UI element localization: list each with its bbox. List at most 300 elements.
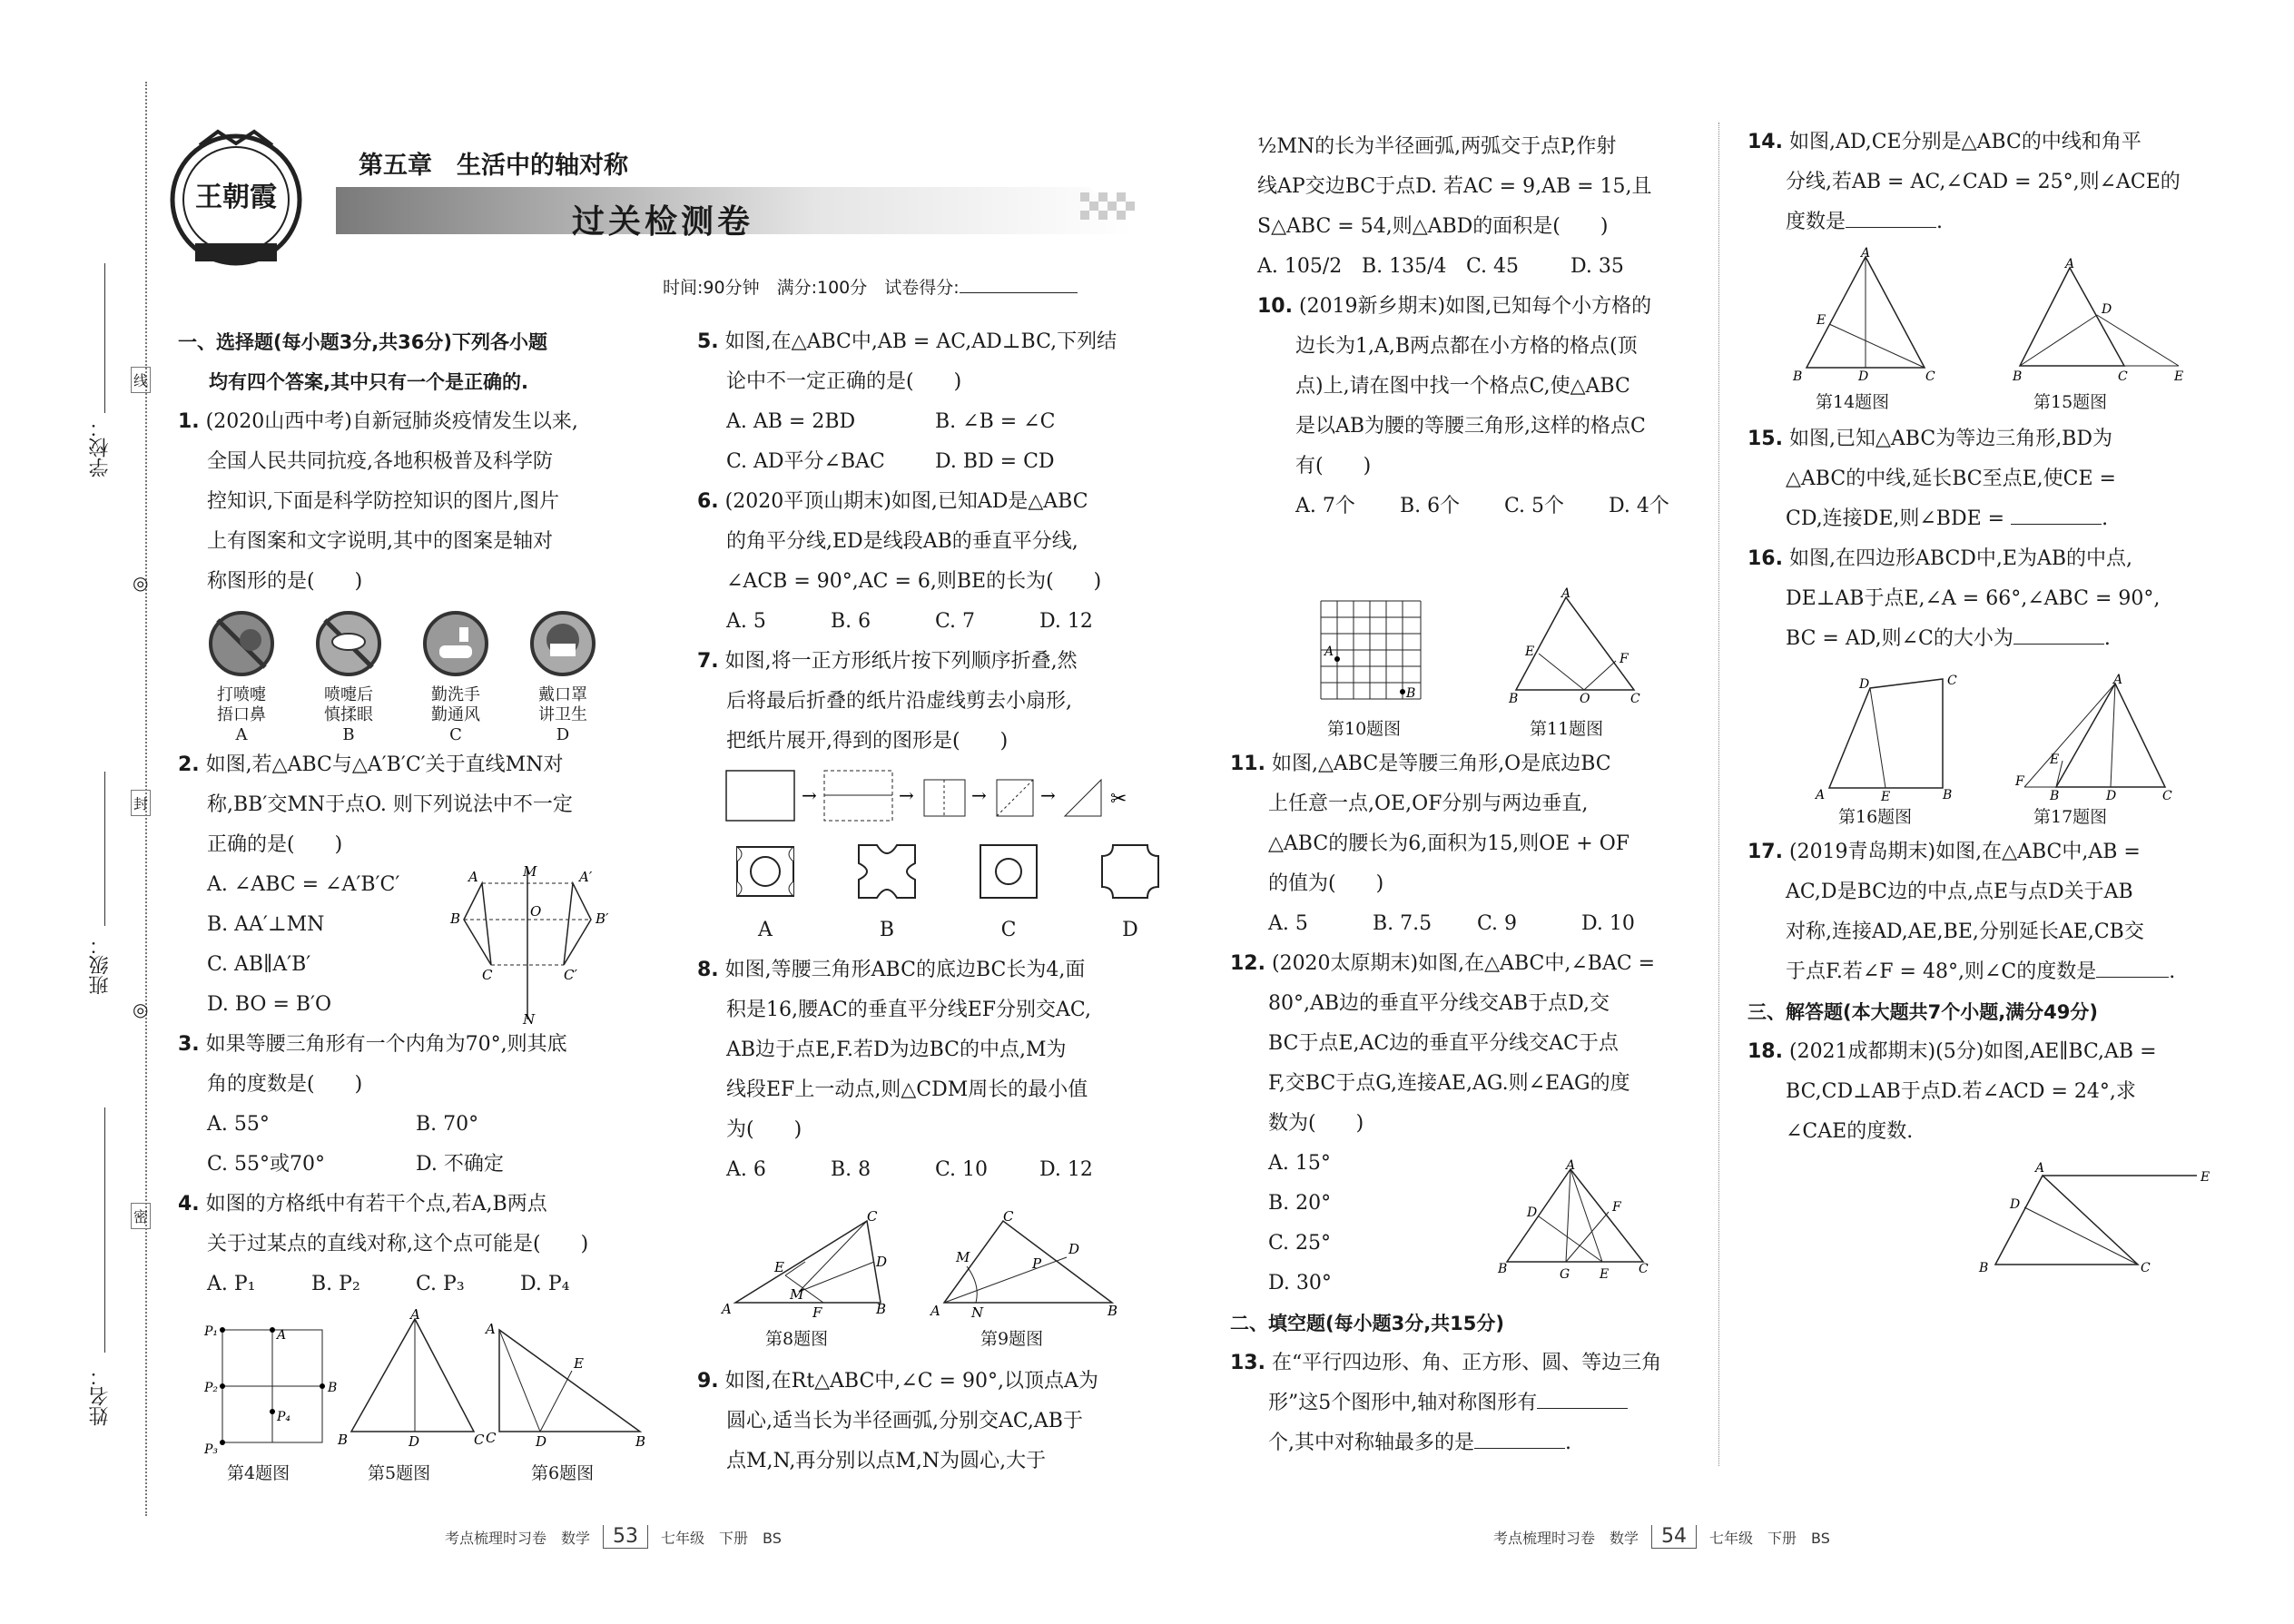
hand-wash-icon [419, 607, 492, 680]
q4-option-c[interactable]: C. P₃ [416, 1273, 465, 1295]
q5-line: 如图,在△ABC中,AB = AC,AD⊥BC,下列结 [724, 330, 1117, 353]
fig6-caption: 第6题图 [531, 1463, 595, 1483]
q2-figure [450, 863, 623, 1028]
q3-options-row2 [178, 1145, 641, 1185]
svg-text:B: B [876, 1301, 887, 1317]
svg-text:B: B [635, 1433, 646, 1450]
q3-number: 3. [178, 1033, 200, 1056]
svg-text:F: F [1620, 652, 1629, 666]
svg-text:E: E [2174, 369, 2184, 384]
q9-option-d[interactable]: D. 35 [1570, 255, 1624, 278]
svg-text:E: E [1881, 790, 1891, 804]
q13-answer-1[interactable] [1537, 1408, 1628, 1409]
q2-option-c[interactable]: C. AB∥A′B′ [207, 953, 311, 976]
q1-icon-text: 喷嚏后 [324, 685, 373, 704]
q8-option-c[interactable]: C. 10 [935, 1158, 989, 1181]
q17-line: 于点F.若∠F = 48°,则∠C的度数是 [1786, 960, 2097, 983]
q3-line: 角的度数是( ) [207, 1073, 363, 1096]
q1-icons [178, 607, 641, 745]
q1-option-c[interactable] [419, 607, 492, 745]
fig16 [1816, 672, 1970, 804]
q9-line: 点M,N,再分别以点M,N为圆心,大于 [726, 1450, 1047, 1472]
svg-text:C: C [1947, 674, 1957, 688]
q16-answer[interactable] [2013, 644, 2104, 645]
q5-option-d[interactable]: D. BD = CD [935, 450, 1055, 473]
q2-option-d[interactable]: D. BO = B′O [207, 993, 332, 1016]
footer-book: 考点梳理时习卷 数学 [445, 1529, 591, 1547]
q1-icon-text: 讲卫生 [538, 705, 587, 724]
svg-text:B: B [450, 910, 461, 927]
svg-text:P: P [1032, 1255, 1042, 1272]
q6-number: 6. [697, 490, 719, 513]
column-3 [1257, 127, 1711, 527]
q1-option-a[interactable] [205, 607, 278, 745]
svg-text:B: B [338, 1432, 349, 1448]
q1-line: (2020山西中考)自新冠肺炎疫情发生以来, [205, 410, 578, 433]
q9-option-b[interactable]: B. 135/4 [1362, 255, 1447, 278]
q4-line: 关于过某点的直线对称,这个点可能是( ) [207, 1233, 589, 1255]
q1-icon-text: 打喷嚏 [217, 685, 266, 704]
q2-line: 正确的是( ) [207, 833, 343, 856]
q7-option-b[interactable] [850, 836, 924, 950]
svg-text:D: D [536, 1433, 547, 1450]
fig9 [930, 1208, 1130, 1321]
q7-label: C [1000, 919, 1017, 941]
fig14-caption: 第14题图 [1816, 392, 1890, 412]
question-18 [1748, 1032, 2242, 1152]
q1-line: 控知识,下面是科学防控知识的图片,图片 [207, 490, 559, 513]
q10-number: 10. [1257, 295, 1293, 318]
question-9 [697, 1362, 1169, 1481]
q2-line: 称,BB′交MN于点O. 则下列说法中不一定 [207, 793, 573, 816]
q12-option-d[interactable]: D. 30° [1268, 1272, 1332, 1294]
q5-options-row1 [697, 402, 1169, 442]
svg-text:M: M [790, 1286, 804, 1303]
svg-text:B: B [1979, 1261, 1989, 1275]
section-1-line-1: 一、选择题(每小题3分,共36分)下列各小题 [178, 331, 548, 353]
column-1 [178, 322, 641, 1304]
svg-text:A: A [2065, 257, 2075, 271]
q5-number: 5. [697, 330, 719, 353]
q4-line: 如图的方格纸中有若干个点,若A,B两点 [205, 1193, 547, 1216]
q8-line: 积是16,腰AC的垂直平分线EF分别交AC, [726, 999, 1091, 1021]
q10-line: (2019新乡期末)如图,已知每个小方格的 [1298, 295, 1652, 318]
q1-icon-letter: B [342, 725, 355, 744]
footer-grade: 七年级 下册 BS [661, 1529, 782, 1547]
question-2 [178, 745, 641, 865]
q12-line: BC于点E,AC边的垂直平分线交AC于点 [1268, 1032, 1619, 1055]
fig17-caption: 第17题图 [2033, 807, 2108, 827]
q4-option-d[interactable]: D. P₄ [520, 1273, 570, 1295]
svg-text:P₁: P₁ [204, 1324, 219, 1339]
q18-line: (2021成都期末)(5分)如图,AE∥BC,AB = [1788, 1040, 2157, 1063]
q15-answer[interactable] [2011, 524, 2102, 525]
svg-text:A: A [468, 869, 478, 885]
q8-option-b[interactable]: B. 8 [831, 1158, 871, 1181]
section-2-heading: 二、填空题(每小题3分,共15分) [1230, 1313, 1505, 1334]
svg-text:N: N [523, 1011, 536, 1028]
question-5 [697, 322, 1169, 402]
column-divider [1718, 123, 1719, 1466]
svg-text:P₄: P₄ [277, 1410, 291, 1424]
q13-number: 13. [1230, 1352, 1265, 1374]
svg-text:B: B [2013, 369, 2023, 384]
question-16: 16. 如图,在四边形ABCD中,E为AB的中点, DE⊥AB于点E,∠A = 66°,∠ABC = 90°, BC = AD,则∠C的大小为 . [1748, 539, 2238, 659]
svg-text:B: B [328, 1381, 338, 1395]
footer-book: 考点梳理时习卷 数学 [1493, 1529, 1639, 1547]
binding-mark-line: 线 [131, 367, 151, 393]
q5-options-row2 [697, 442, 1169, 482]
question-11 [1230, 744, 1720, 904]
section-1-line-2: 均有四个答案,其中只有一个是正确的. [209, 371, 528, 393]
svg-text:O: O [530, 903, 542, 920]
fig16-caption: 第16题图 [1838, 807, 1913, 827]
q8-number: 8. [697, 959, 719, 981]
q1-number: 1. [178, 410, 200, 433]
logo-text: 王朝霞 [195, 182, 277, 213]
svg-text:A: A [1566, 1158, 1576, 1173]
q12-line: 数为( ) [1268, 1112, 1364, 1135]
question-1 [178, 402, 641, 602]
svg-text:B′: B′ [596, 910, 609, 927]
q4-option-a[interactable]: A. P₁ [207, 1273, 256, 1295]
q9-continued [1257, 127, 1711, 247]
q6-option-b[interactable]: B. 6 [831, 610, 871, 633]
q13-line: 在“平行四边形、角、正方形、圆、等边三角 [1271, 1352, 1662, 1374]
q10-option-a[interactable]: A. 7个 [1295, 495, 1355, 517]
section-3-heading: 三、解答题(本大题共7个小题,满分49分) [1748, 1001, 2099, 1023]
q9-line: ½MN的长为半径画弧,两弧交于点P,作射 [1257, 135, 1617, 158]
q7-label: B [879, 919, 895, 941]
q18-line: ∠CAE的度数. [1786, 1120, 1914, 1143]
q17-number: 17. [1748, 841, 1783, 863]
svg-text:E: E [2200, 1170, 2210, 1185]
q15-line: 如图,已知△ABC为等边三角形,BD为 [1788, 428, 2112, 450]
q13-line: 个,其中对称轴最多的是 [1268, 1432, 1474, 1454]
q3-line: 如果等腰三角形有一个内角为70°,则其底 [205, 1033, 567, 1056]
q1-icon-letter: A [235, 725, 248, 744]
svg-text:G: G [1560, 1267, 1570, 1282]
q15-number: 15. [1748, 428, 1783, 450]
footer-grade: 七年级 下册 BS [1709, 1529, 1830, 1547]
svg-text:C: C [2162, 789, 2172, 803]
question-8 [697, 950, 1169, 1150]
svg-text:C: C [482, 967, 493, 983]
q10-line: 点)上,请在图中找一个格点C,使△ABC [1295, 375, 1630, 398]
svg-text:D: D [876, 1254, 888, 1270]
svg-text:B: B [1509, 692, 1519, 706]
q10-option-d[interactable]: D. 4个 [1609, 495, 1669, 517]
fig5 [338, 1306, 485, 1450]
svg-text:C: C [1003, 1208, 1014, 1225]
q6-option-c[interactable]: C. 7 [935, 610, 976, 633]
svg-text:C: C [2118, 369, 2128, 384]
q12-option-b[interactable]: B. 20° [1268, 1192, 1332, 1215]
q4-options [178, 1265, 641, 1304]
fig8-caption: 第8题图 [765, 1329, 829, 1349]
q16-line: DE⊥AB于点E,∠A = 66°,∠ABC = 90°, [1786, 587, 2161, 610]
q10-line: 是以AB为腰的等腰三角形,这样的格点C [1295, 415, 1646, 438]
footer-left [445, 1525, 782, 1549]
svg-text:A: A [2113, 673, 2123, 687]
q8-line: 为( ) [726, 1118, 802, 1141]
column-4 [1748, 123, 2238, 242]
svg-text:F: F [1612, 1200, 1621, 1215]
footer-right [1493, 1525, 1830, 1549]
q1-line: 称图形的是( ) [207, 570, 363, 593]
q16-number: 16. [1748, 547, 1783, 570]
q7-line: 后将最后折叠的纸片沿虚线剪去小扇形, [726, 690, 1072, 713]
q3-options-row1 [178, 1105, 641, 1145]
q18-line: BC,CD⊥AB于点D.若∠ACD = 24°,求 [1786, 1080, 2136, 1103]
svg-text:D: D [1858, 369, 1869, 384]
q6-line: 的角平分线,ED是线段AB的垂直平分线, [726, 530, 1078, 553]
svg-text:P₃: P₃ [204, 1442, 219, 1457]
name-label: 姓名： [89, 1366, 112, 1426]
svg-text:A: A [722, 1301, 732, 1317]
svg-text:E: E [1816, 313, 1826, 328]
sneeze-icon [205, 607, 278, 680]
svg-text:M: M [523, 863, 537, 880]
q13-line: 形”这5个图形中,轴对称图形有 [1268, 1392, 1538, 1414]
section-1-heading [178, 322, 641, 402]
q7-option-d[interactable] [1093, 836, 1167, 950]
q9-line: 如图,在Rt△ABC中,∠C = 90°,以顶点A为 [724, 1370, 1098, 1393]
svg-text:P₂: P₂ [204, 1381, 219, 1395]
svg-text:A: A [930, 1303, 940, 1319]
svg-text:A: A [486, 1321, 496, 1337]
q10-line: 边长为1,A,B两点都在小方格的格点(顶 [1295, 335, 1638, 358]
question-6 [697, 482, 1169, 602]
q8-option-a[interactable]: A. 6 [726, 1158, 766, 1181]
q2-line: 如图,若△ABC与△A′B′C′关于直线MN对 [205, 753, 564, 776]
fig5-caption: 第5题图 [368, 1463, 431, 1483]
chapter-title: 第五章 生活中的轴对称 [359, 152, 628, 180]
q15-line: △ABC的中线,延长BC至点E,使CE = [1786, 468, 2116, 490]
q4-number: 4. [178, 1193, 200, 1216]
question-15: 15. 如图,已知△ABC为等边三角形,BD为 △ABC的中线,延长BC至点E,使CE = CD,连接DE,则∠BDE = . [1748, 419, 2238, 539]
mask-icon [527, 607, 599, 680]
q17-line: (2019青岛期末)如图,在△ABC中,AB = [1788, 841, 2141, 863]
binding-mark-icon: ◎ [133, 572, 149, 594]
svg-text:E: E [1525, 645, 1535, 659]
q11-line: 上任意一点,OE,OF分别与两边垂直, [1268, 792, 1589, 815]
q6-option-a[interactable]: A. 5 [726, 610, 766, 633]
svg-text:D: D [2010, 1197, 2021, 1212]
q9-option-a[interactable]: A. 105/2 [1257, 255, 1343, 278]
fig18 [1979, 1157, 2224, 1284]
scissors-icon: ✂ [1110, 788, 1127, 811]
q14-answer[interactable] [1846, 227, 1936, 228]
svg-text:C: C [486, 1430, 497, 1446]
q7-option-a[interactable] [728, 836, 802, 950]
exam-info-text: 时间:90分钟 满分:100分 试卷得分: [663, 278, 960, 298]
q10-line: 有( ) [1295, 455, 1372, 477]
page-number: 54 [1651, 1525, 1697, 1549]
svg-text:E: E [1600, 1267, 1610, 1282]
q1-icon-text: 勤洗手 [431, 685, 480, 704]
binding-mark-secret: 密 [131, 1203, 151, 1229]
svg-text:C: C [1925, 369, 1935, 384]
name-blank[interactable] [104, 1107, 105, 1353]
binding-mark-icon-2: ◎ [133, 999, 149, 1020]
q1-line: 上有图案和文字说明,其中的图案是轴对 [207, 530, 553, 553]
svg-text:A: A [2035, 1161, 2045, 1176]
svg-text:F: F [812, 1304, 822, 1321]
fig9-caption: 第9题图 [980, 1329, 1044, 1349]
q12-option-c[interactable]: C. 25° [1268, 1232, 1332, 1255]
q11-option-b[interactable]: B. 7.5 [1373, 912, 1433, 935]
svg-text:C: C [474, 1432, 485, 1448]
svg-text:B: B [2050, 789, 2060, 803]
q9-line: 线AP交边BC于点D. 若AC = 9,AB = 15,且 [1257, 175, 1652, 198]
q7-line: 如图,将一正方形纸片按下列顺序折叠,然 [724, 650, 1078, 673]
exam-info [663, 274, 1078, 299]
svg-text:D: D [409, 1433, 420, 1450]
q4-option-b[interactable]: B. P₂ [311, 1273, 360, 1295]
svg-text:D: D [1859, 677, 1870, 692]
question-4 [178, 1185, 641, 1265]
fig14 [1793, 246, 1938, 384]
q7-fold-sequence [697, 762, 1169, 825]
q14-line: 如图,AD,CE分别是△ABC的中线和角平 [1788, 131, 2141, 153]
svg-text:A: A [1816, 788, 1826, 802]
q1-option-d[interactable] [527, 607, 599, 745]
q1-line: 全国人民共同抗疫,各地积极普及科学防 [207, 450, 553, 473]
svg-text:D: D [1068, 1241, 1080, 1257]
binding-mark-seal: 封 [131, 790, 151, 816]
q16-line: BC = AD,则∠C的大小为 [1786, 627, 2013, 650]
q9-options [1257, 247, 1711, 287]
q1-icon-text: 勤通风 [431, 705, 480, 724]
q9-line: S△ABC = 54,则△ABD的面积是( ) [1257, 215, 1609, 238]
column-4-mid [1748, 419, 2238, 659]
q11-option-a[interactable]: A. 5 [1268, 912, 1308, 935]
svg-text:F: F [2015, 774, 2024, 789]
q8-line: 如图,等腰三角形ABC的底边BC长为4,面 [724, 959, 1086, 981]
q7-shape-a [728, 836, 802, 907]
q6-option-d[interactable]: D. 12 [1039, 610, 1093, 633]
question-14: 14. 如图,AD,CE分别是△ABC的中线和角平 分线,若AB = AC,∠CAD = 25°,则∠ACE的 度数是 . [1748, 123, 2238, 242]
q1-option-b[interactable] [312, 607, 385, 745]
svg-text:B: B [1108, 1303, 1118, 1319]
question-7 [697, 642, 1169, 762]
q12-line: 80°,AB边的垂直平分线交AB于点D,交 [1268, 992, 1610, 1015]
q3-option-c[interactable]: C. 55°或70° [207, 1153, 326, 1176]
q7-shape-c [971, 836, 1046, 907]
fig8 [722, 1208, 903, 1321]
fig17 [2006, 673, 2172, 803]
class-label: 班级： [89, 935, 112, 995]
q17-answer[interactable] [2096, 977, 2169, 978]
svg-text:C: C [1639, 1262, 1649, 1276]
q8-line: 线段EF上一动点,则△CDM周长的最小值 [726, 1078, 1088, 1101]
q7-shape-d [1093, 836, 1167, 907]
column-4-lower [1748, 832, 2242, 1152]
q11-line: △ABC的腰长为6,面积为15,则OE + OF [1268, 832, 1630, 855]
q7-option-c[interactable] [971, 836, 1046, 950]
svg-text:A: A [1324, 645, 1334, 659]
fig6 [481, 1321, 654, 1448]
q7-line: 把纸片展开,得到的图形是( ) [726, 730, 1009, 753]
q12-line: F,交BC于点G,连接AE,AG.则∠EAG的度 [1268, 1072, 1630, 1095]
q14-number: 14. [1748, 131, 1783, 153]
q7-options [697, 836, 1169, 950]
q11-number: 11. [1230, 753, 1265, 775]
q7-number: 7. [697, 650, 719, 673]
publisher-logo [163, 127, 309, 272]
q1-icon-letter: C [449, 725, 462, 744]
q7-label: D [1122, 919, 1138, 941]
eye-icon [312, 607, 385, 680]
page-title: 过关检测卷 [572, 203, 754, 241]
fig4-caption: 第4题图 [227, 1463, 290, 1483]
q6-options [697, 602, 1169, 642]
q10-option-c[interactable]: C. 5个 [1504, 495, 1565, 517]
svg-text:O: O [1580, 692, 1590, 706]
svg-text:N: N [971, 1304, 984, 1321]
fig4 [204, 1321, 359, 1457]
svg-text:D: D [1527, 1206, 1538, 1220]
svg-text:E: E [774, 1259, 784, 1275]
q9-option-c[interactable]: C. 45 [1466, 255, 1520, 278]
q11-option-c[interactable]: C. 9 [1477, 912, 1518, 935]
q5-option-b[interactable]: B. ∠B = ∠C [935, 410, 1056, 433]
q5-option-c[interactable]: C. AD平分∠BAC [726, 450, 885, 473]
class-blank[interactable] [104, 772, 105, 926]
svg-text:B: B [1406, 686, 1416, 701]
q6-line: ∠ACB = 90°,AC = 6,则BE的长为( ) [726, 570, 1102, 593]
svg-text:E: E [574, 1355, 584, 1372]
q3-option-a[interactable]: A. 55° [207, 1113, 270, 1136]
q14-line: 分线,若AB = AC,∠CAD = 25°,则∠ACE的 [1786, 171, 2181, 193]
fig10-caption: 第10题图 [1327, 719, 1402, 739]
school-blank[interactable] [104, 263, 105, 413]
q3-option-b[interactable]: B. 70° [416, 1113, 479, 1136]
q7-shape-b [850, 836, 924, 907]
q17-line: AC,D是BC边的中点,点E与点D关于AB [1786, 881, 2133, 903]
q18-number: 18. [1748, 1040, 1783, 1063]
svg-text:B: B [1943, 788, 1953, 802]
q12-line: (2020太原期末)如图,在△ABC中,∠BAC = [1271, 952, 1656, 975]
svg-text:D: D [2102, 302, 2112, 317]
page-number: 53 [603, 1525, 648, 1549]
q16-line: 如图,在四边形ABCD中,E为AB的中点, [1788, 547, 2133, 570]
q11-line: 的值为( ) [1268, 872, 1384, 895]
q2-option-a[interactable]: A. ∠ABC = ∠A′B′C′ [207, 873, 400, 896]
question-13: 13. 在“平行四边形、角、正方形、圆、等边三角 形”这5个图形中,轴对称图形有 个,其中对称轴最多的是 . [1230, 1352, 1662, 1454]
q3-option-d[interactable]: D. 不确定 [416, 1153, 504, 1176]
svg-text:C′: C′ [564, 967, 577, 983]
q12-number: 12. [1230, 952, 1265, 975]
q13-answer-2[interactable] [1474, 1448, 1565, 1449]
q2-number: 2. [178, 753, 200, 776]
q5-option-a[interactable]: A. AB = 2BD [726, 410, 856, 433]
q8-option-d[interactable]: D. 12 [1039, 1158, 1093, 1181]
svg-text:C: C [2141, 1261, 2151, 1275]
svg-text:→: → [802, 784, 817, 806]
q10-option-b[interactable]: B. 6个 [1400, 495, 1461, 517]
q11-option-d[interactable]: D. 10 [1581, 912, 1635, 935]
svg-text:A: A [1561, 586, 1571, 601]
q1-icon-letter: D [556, 725, 570, 744]
q2-option-b[interactable]: B. AA′⊥MN [207, 913, 325, 936]
score-blank[interactable] [960, 292, 1078, 293]
svg-text:B: B [1498, 1262, 1508, 1276]
svg-text:A′: A′ [579, 869, 593, 885]
column-2 [697, 322, 1169, 1190]
q12-option-a[interactable]: A. 15° [1268, 1152, 1331, 1175]
